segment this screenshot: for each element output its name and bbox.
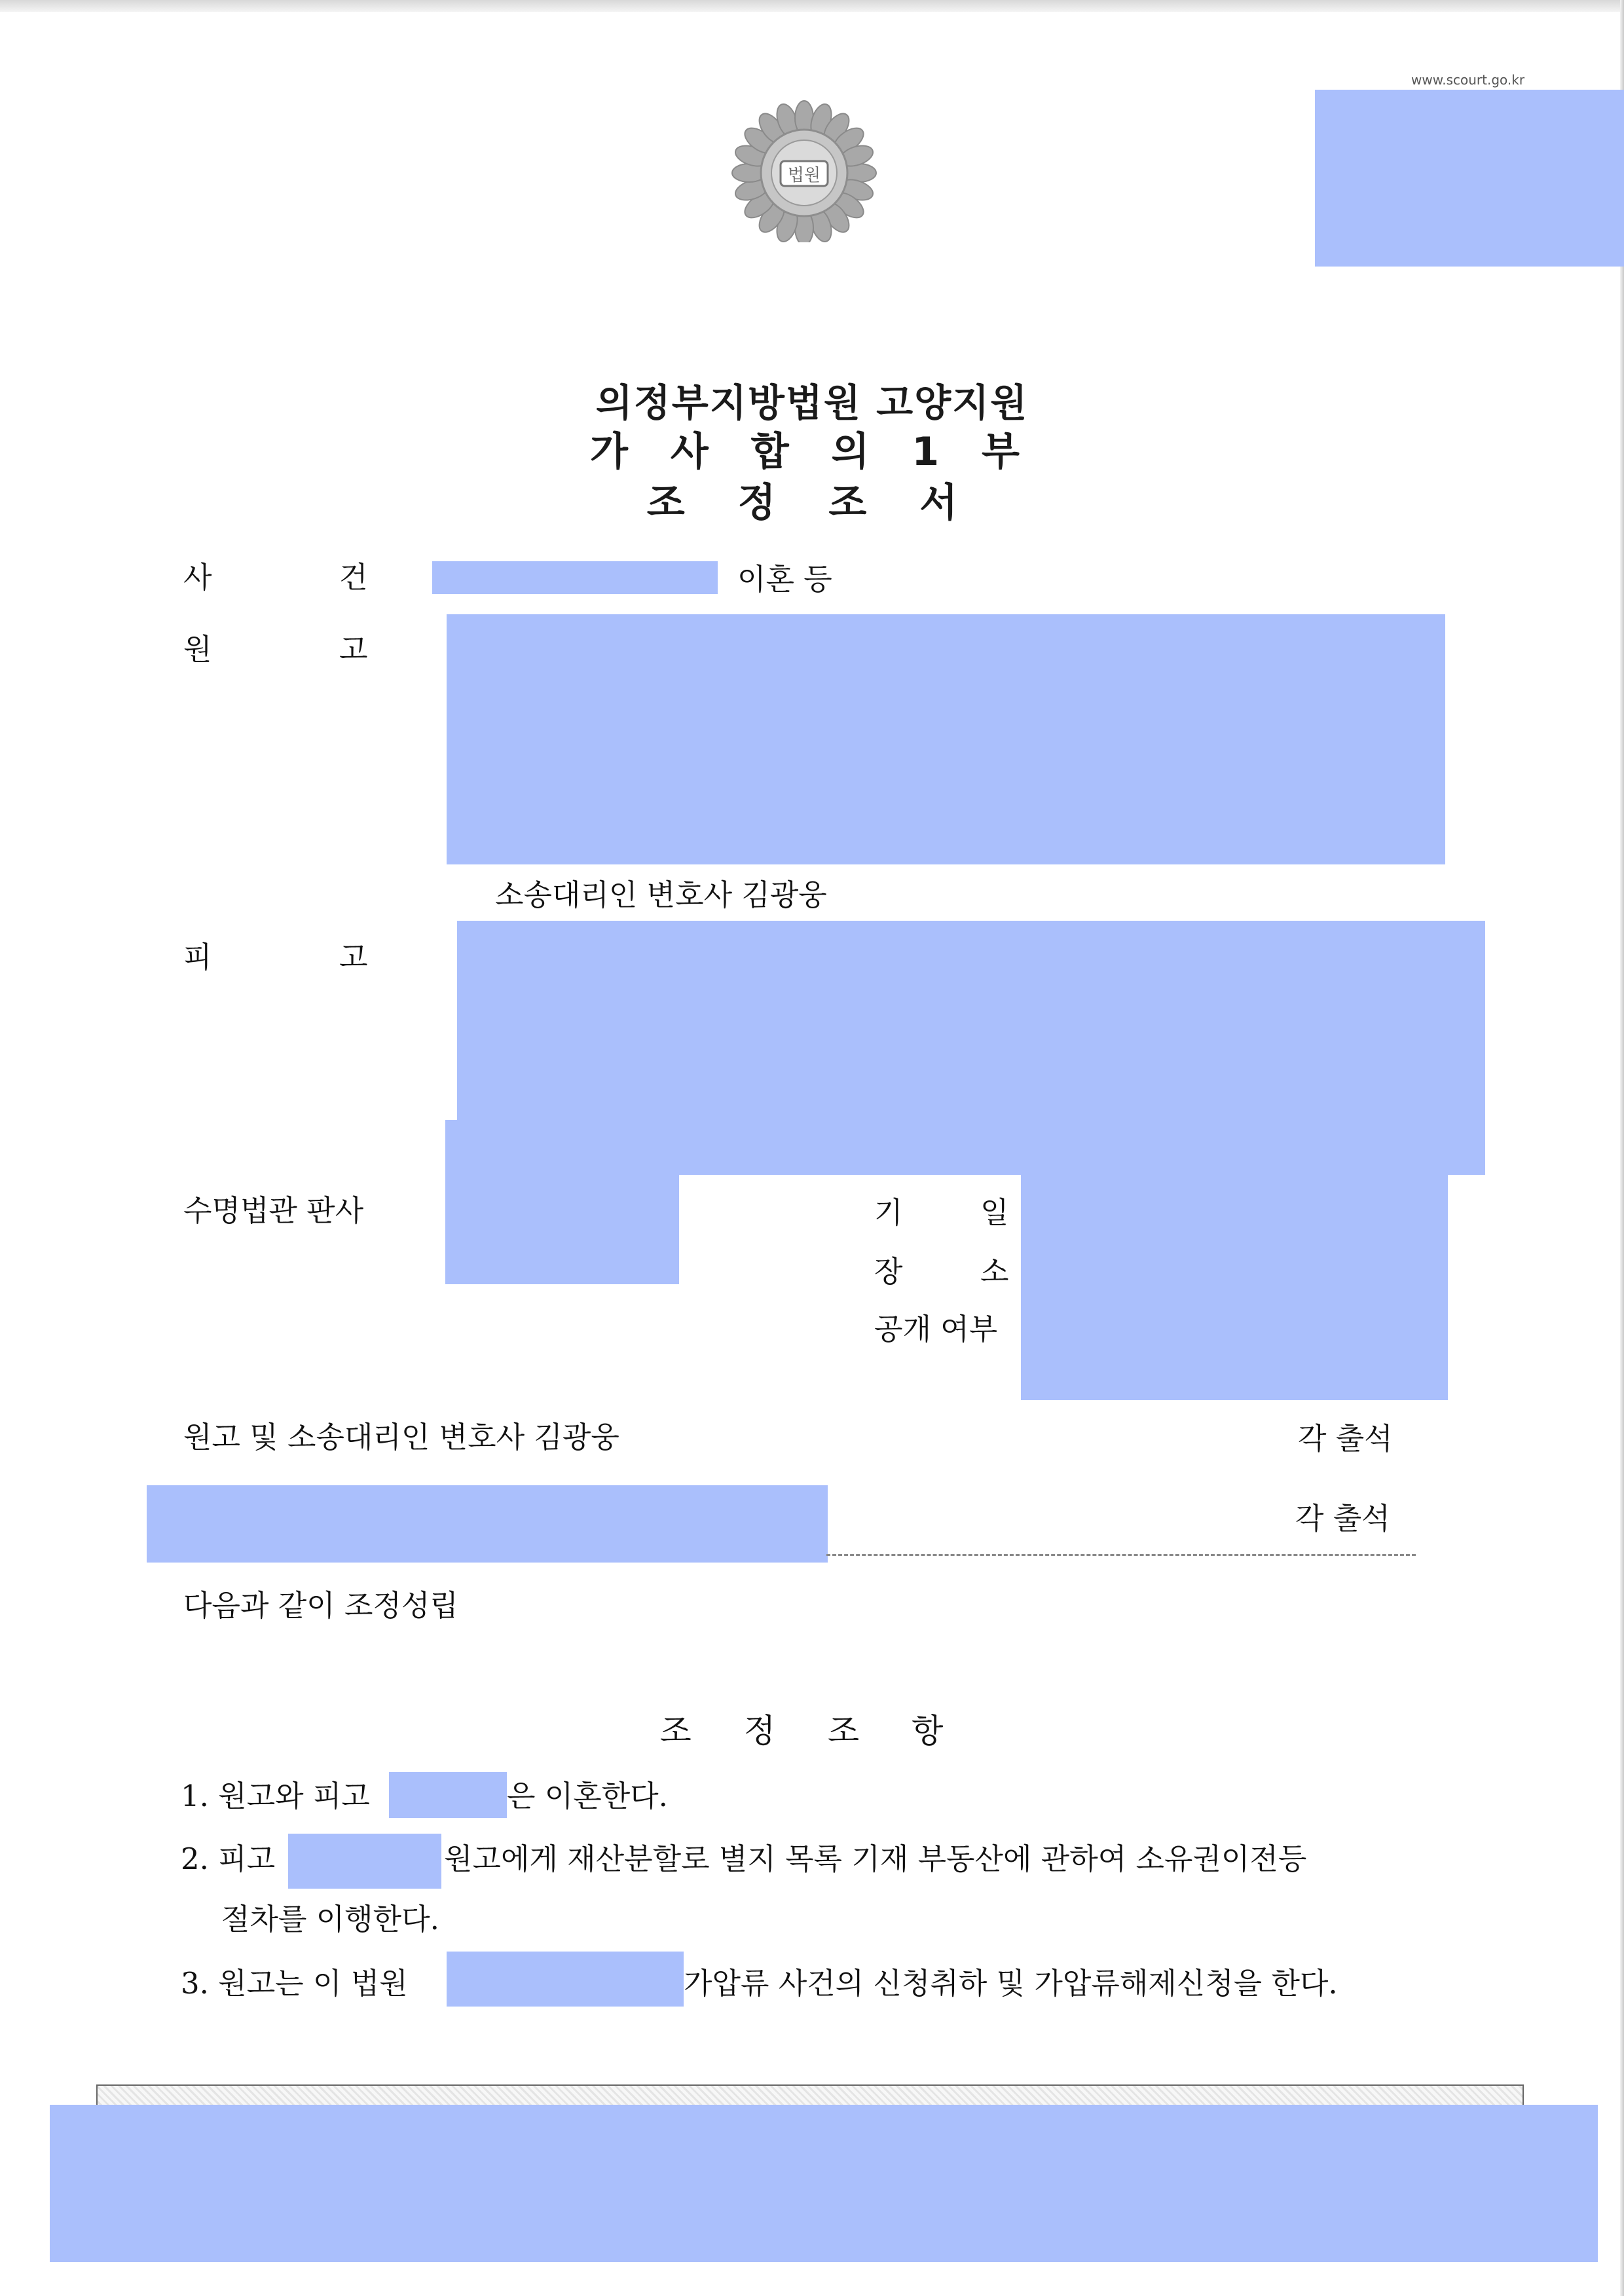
redaction-judge-name-edge	[445, 1120, 458, 1179]
term-2-suffix: 원고에게 재산분할로 별지 목록 기재 부동산에 관하여 소유권이전등	[444, 1842, 1307, 1876]
public-label: 공개 여부	[874, 1312, 998, 1346]
case-label-2: 건	[339, 560, 368, 595]
redaction-top-right	[1315, 90, 1624, 267]
defendant-label-2: 고	[339, 940, 368, 974]
redaction-judge-name	[445, 1122, 679, 1284]
place-label-2: 소	[980, 1254, 1009, 1289]
redaction-defendant-attendance	[147, 1485, 828, 1563]
term-3-suffix: 가압류 사건의 신청취하 및 가압류해제신청을 한다.	[684, 1966, 1338, 2001]
court-url: www.scourt.go.kr	[1411, 72, 1525, 88]
term-2-prefix: 2. 피고	[181, 1842, 276, 1876]
document-type: 조 정 조 서	[646, 480, 978, 526]
redaction-date-place	[1021, 1174, 1448, 1400]
attendance-status-1: 각 출석	[1298, 1421, 1393, 1456]
case-value-suffix: 이혼 등	[737, 562, 832, 597]
plaintiff-agent: 소송대리인 변호사 김광웅	[495, 878, 827, 912]
date-label-2: 일	[980, 1195, 1009, 1230]
redaction-term-1	[389, 1772, 507, 1818]
plaintiff-label-1: 원	[183, 632, 212, 667]
place-label-1: 장	[874, 1254, 903, 1289]
terms-title: 조 정 조 항	[659, 1712, 965, 1750]
date-label-1: 기	[874, 1195, 903, 1230]
term-1-prefix: 1. 원고와 피고	[181, 1779, 370, 1813]
conclusion-text: 다음과 같이 조정성립	[183, 1588, 458, 1623]
court-seal-emblem	[728, 96, 880, 242]
redaction-term-2	[288, 1834, 441, 1889]
redaction-case-number	[432, 561, 718, 594]
seal-text: 법원	[787, 166, 821, 185]
redaction-footer	[50, 2105, 1598, 2262]
case-label-1: 사	[183, 560, 212, 595]
attendance-status-2: 각 출석	[1295, 1501, 1390, 1536]
scan-right-edge	[1620, 0, 1624, 2296]
attendance-row-1: 원고 및 소송대리인 변호사 김광웅	[183, 1420, 619, 1454]
term-3-prefix: 3. 원고는 이 법원	[181, 1966, 408, 2001]
redaction-plaintiff-info	[447, 614, 1445, 864]
plaintiff-label-2: 고	[339, 632, 368, 667]
division-name: 가 사 합 의 1 부	[590, 429, 1034, 475]
scan-top-edge	[0, 0, 1624, 12]
judge-label: 수명법관 판사	[183, 1193, 364, 1228]
defendant-label-1: 피	[183, 940, 212, 974]
court-name: 의정부지방법원 고양지원	[595, 380, 1029, 425]
redaction-term-3	[447, 1952, 684, 2007]
term-1-suffix: 은 이혼한다.	[507, 1779, 668, 1813]
term-2-continuation: 절차를 이행한다.	[221, 1902, 439, 1936]
dotted-leader-line	[826, 1554, 1416, 1556]
